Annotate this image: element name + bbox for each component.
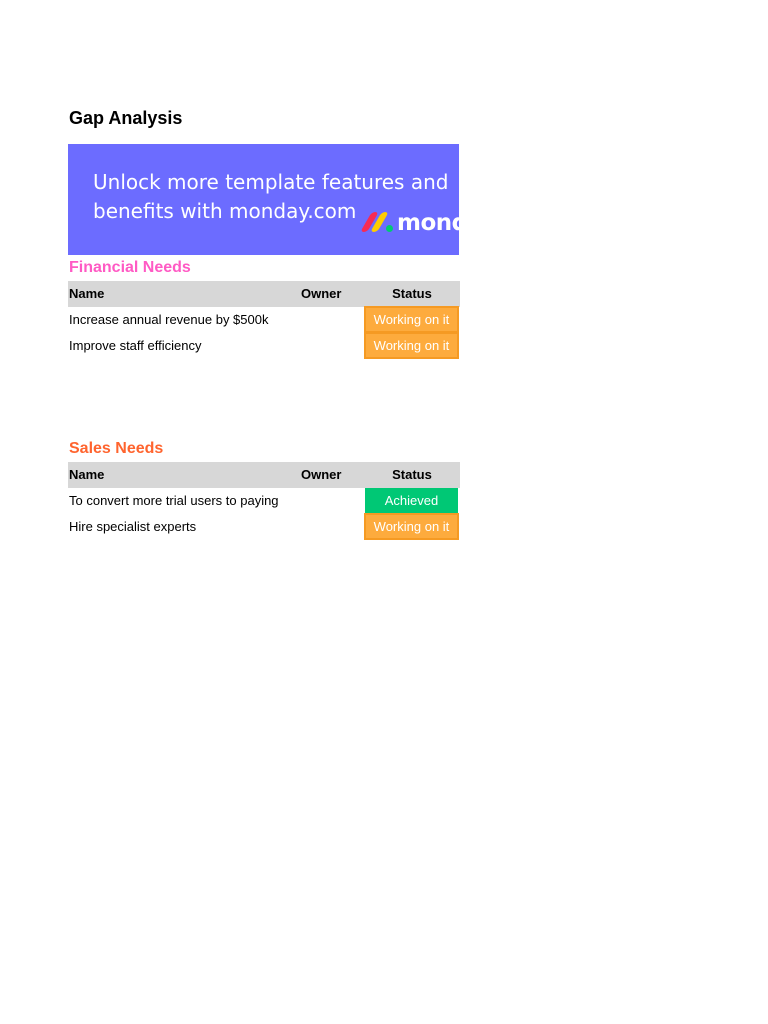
financial-needs-table (68, 281, 460, 359)
row-name[interactable]: To convert more trial users to paying (69, 493, 279, 508)
column-header-owner: Owner (301, 286, 342, 301)
page-title: Gap Analysis (69, 108, 183, 128)
status-badge[interactable]: Working on it (364, 306, 459, 333)
column-header-status: Status (392, 467, 432, 482)
monday-promo-banner[interactable] (68, 144, 497, 255)
column-header-name: Name (69, 286, 105, 301)
table-row[interactable] (68, 514, 460, 540)
monday-logo-icon (360, 212, 394, 234)
table-row[interactable] (68, 307, 460, 333)
column-header-owner: Owner (301, 467, 342, 482)
banner-text: Unlock more template features and benefits with monday.com (93, 170, 449, 223)
status-badge[interactable]: Working on it (364, 513, 459, 540)
sales-needs-title: Sales Needs (69, 440, 164, 457)
table-header (68, 281, 460, 307)
status-badge[interactable]: Working on it (364, 332, 459, 359)
sales-needs-table (68, 462, 460, 540)
table-row[interactable] (68, 488, 460, 514)
column-header-name: Name (69, 467, 105, 482)
row-name[interactable]: Improve staff efficiency (69, 338, 202, 353)
monday-logo-text: monday (397, 210, 497, 236)
financial-needs-title: Financial Needs (69, 259, 191, 276)
monday-logo (360, 210, 496, 236)
row-name[interactable]: Hire specialist experts (69, 519, 197, 534)
status-badge[interactable]: Achieved (365, 488, 458, 513)
row-name[interactable]: Increase annual revenue by $500k (69, 312, 269, 327)
table-row[interactable] (68, 333, 460, 359)
column-header-status: Status (392, 286, 432, 301)
table-header (68, 462, 460, 488)
